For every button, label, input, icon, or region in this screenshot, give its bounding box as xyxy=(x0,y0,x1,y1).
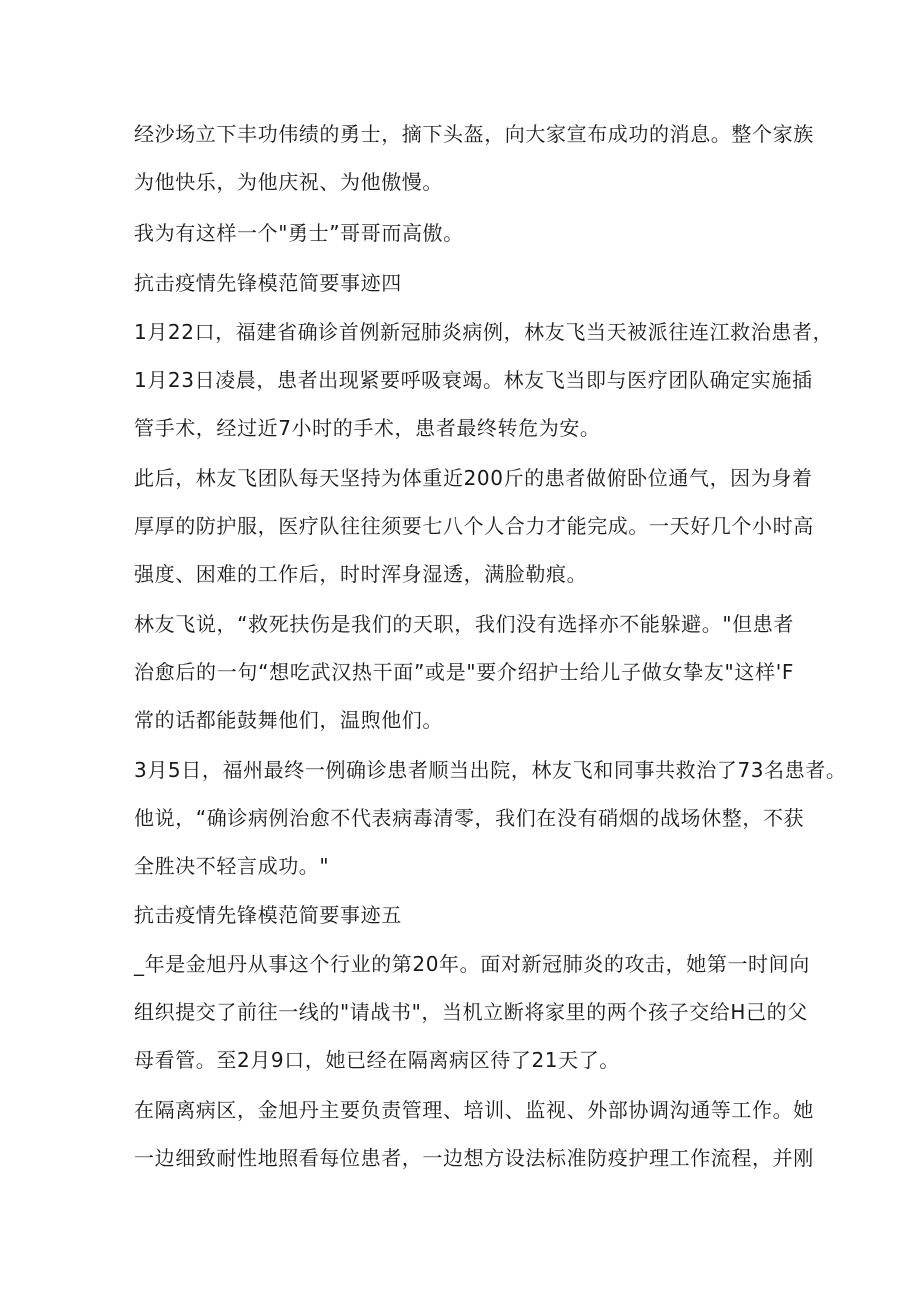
text-line: 他说，“确诊病例治愈不代表病毒清零，我们在没有硝烟的战场休整，不获 xyxy=(134,806,805,830)
text-line: 全胜决不轻言成功。" xyxy=(134,854,330,878)
section-heading: 抗击疫情先锋模范简要事迹四 xyxy=(134,271,402,295)
text-line: 为他快乐，为他庆祝、为他傲慢。 xyxy=(134,170,443,194)
text-line: 强度、困难的工作后，时时浑身湿透，满脸勒痕。 xyxy=(134,562,588,586)
text-line: 经沙场立下丰功伟绩的勇士，摘下头盔，向大家宣布成功的消息。整个家族 xyxy=(134,122,814,146)
section-heading: 抗击疫情先锋模范简要事迹五 xyxy=(134,903,402,927)
text-line: 此后，林友飞团队每天坚持为体重近200斤的患者做俯卧位通气，因为身着 xyxy=(134,466,813,490)
text-line: 1月22口，福建省确诊首例新冠肺炎病例，林友飞当天被派往连江救治患者， xyxy=(134,320,834,344)
text-line: 一边细致耐性地照看每位患者，一边想方设法标准防疫护理工作流程，并刚 xyxy=(134,1146,814,1170)
text-line: 常的话都能鼓舞他们，温煦他们。 xyxy=(134,708,443,732)
text-line: 管手术，经过近7小时的手术，患者最终转危为安。 xyxy=(134,416,601,440)
text-line: 母看管。至2月9口，她已经在隔离病区待了21天了。 xyxy=(134,1048,620,1072)
text-line: 组织提交了前往一线的"请战书"，当机立断将家里的两个孩子交给H己的父 xyxy=(134,1000,808,1024)
text-line: 治愈后的一句“想吃武汉热干面”或是"要介绍护士给儿子做女挚友"这样'F xyxy=(134,660,794,684)
text-line: 林友飞说，“救死扶伤是我们的天职，我们没有选择亦不能躲避。"但患者 xyxy=(134,612,794,636)
text-line: 3月5日，福州最终一例确诊患者顺当出院，林友飞和同事共救治了73名患者。 xyxy=(134,758,847,782)
text-line: 我为有这样一个"勇士”哥哥而高傲。 xyxy=(134,221,464,245)
text-line: 在隔离病区，金旭丹主要负责管理、培训、监视、外部协调沟通等工作。她 xyxy=(134,1098,814,1122)
text-line: 厚厚的防护服，医疗队往往须要七八个人合力才能完成。一天好几个小时高 xyxy=(134,514,814,538)
text-line: _年是金旭丹从事这个行业的第20年。面对新冠肺炎的攻击，她第一时间向 xyxy=(134,952,810,976)
text-line: 1月23日凌晨，患者出现紧要呼吸衰竭。林友飞当即与医疗团队确定实施插 xyxy=(134,368,813,392)
